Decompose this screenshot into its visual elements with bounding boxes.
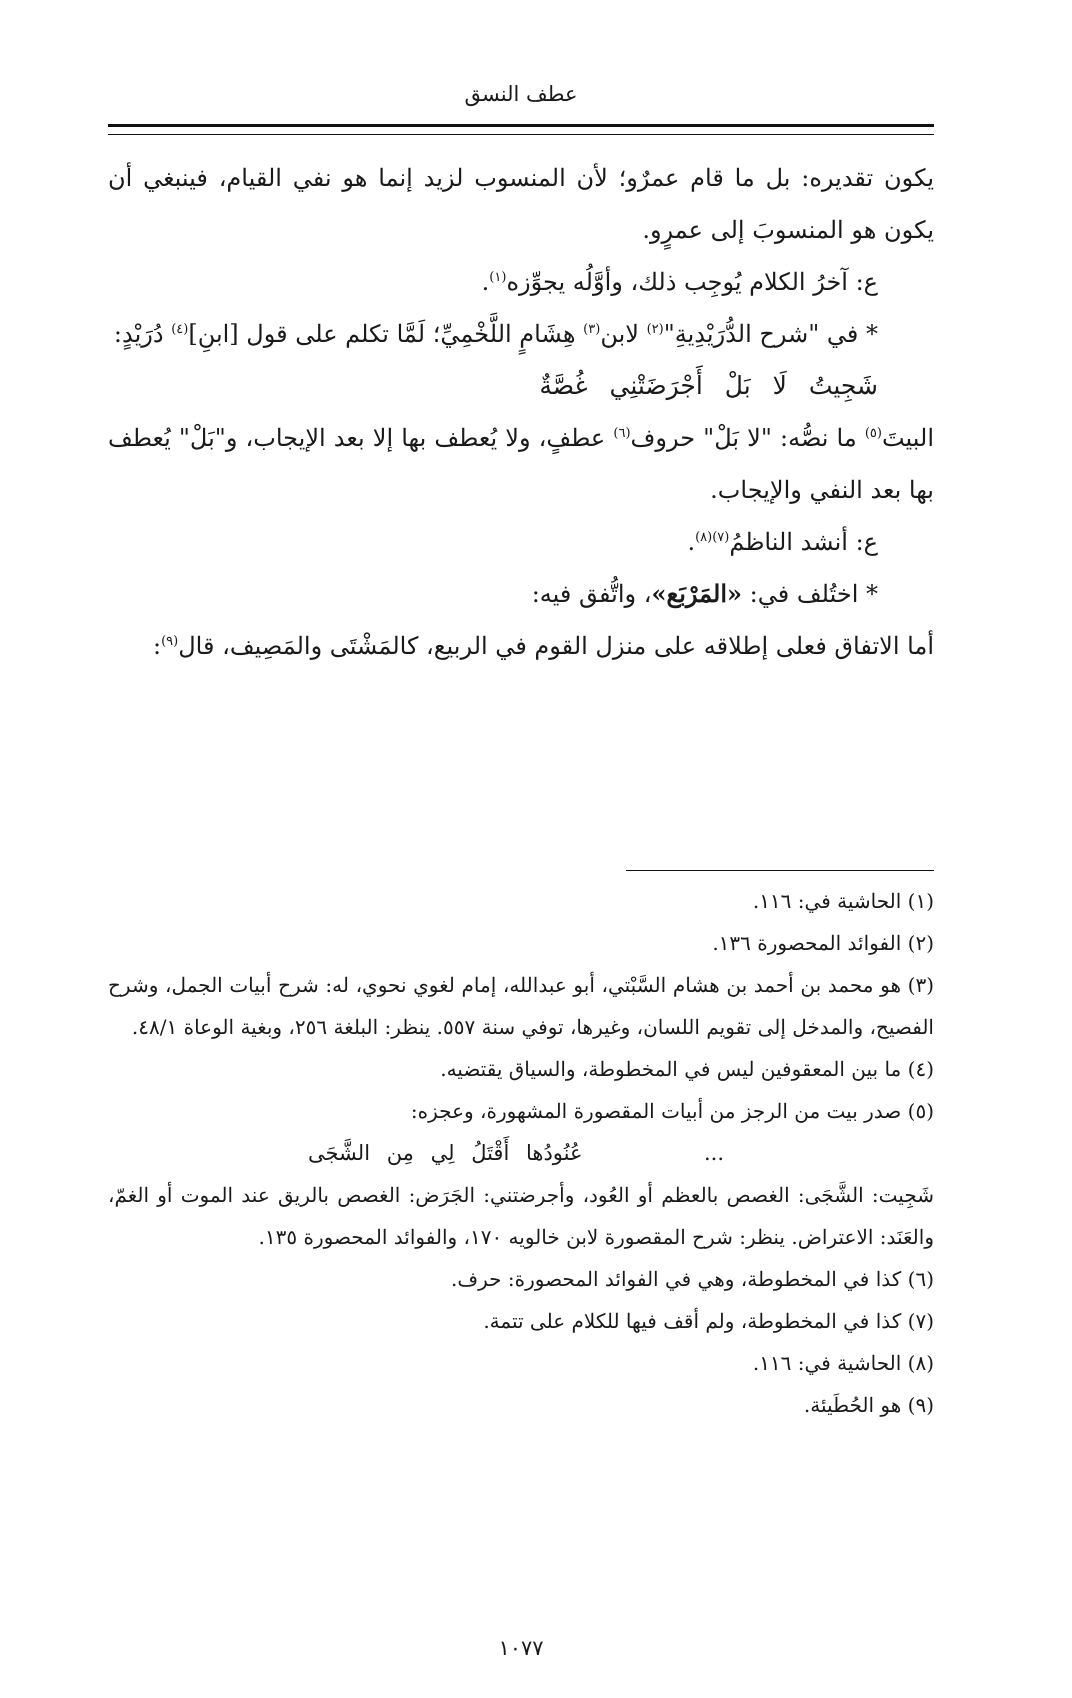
footnote-5: (٥) صدر بيت من الرجز من أبيات المقصورة المشهورة، وعجزه: [410, 1099, 934, 1123]
paragraph-1: يكون تقديره: بل ما قام عمرٌو؛ لأن المنسوب لزيد إنما هو نفي القيام، فينبغي أن يكون هو المنسوبَ إلى عمرٍو. [108, 164, 935, 244]
footnote-ref: (٤) [171, 322, 189, 337]
footnote-3: (٣) هو محمد بن أحمد بن هشام السَّبْتي، أبو عبدالله، إمام لغوي نحوي، له: شرح أبيات الجمل، وشرح الفصيح، والمدخل إلى تقويم اللسان، وغيرها، توفي سنة ٥٥٧. ينظر: البلغة ٢٥٦، وبغية الوعاة ٤٨/١. [108, 973, 934, 1039]
paragraph-3-text-a: * في "شرح الدُّرَيْدِيةِ" [663, 320, 878, 348]
footnotes [108, 880, 934, 1426]
paragraph-7 [108, 620, 934, 672]
paragraph-5-text: ع: أنشد الناظمُ [729, 528, 878, 556]
punct: : [153, 632, 162, 660]
header-rule-thin [108, 134, 934, 135]
footnote-separator [626, 870, 934, 871]
footnote-ref: (١) [489, 270, 507, 285]
paragraph-3-text-b: لابن [600, 320, 647, 348]
paragraph-6-text-a: * اختُلف في: [742, 580, 878, 608]
page-number: ١٠٧٧ [498, 1636, 544, 1660]
paragraph-4-text-a: البيتَ [881, 424, 934, 452]
document-page [108, 0, 934, 1698]
footnote-8: (٨) الحاشية في: ١١٦. [752, 1351, 934, 1375]
paragraph-2 [108, 256, 934, 308]
verse-hemistich-dots: ... [703, 1141, 724, 1165]
footnote-1: (١) الحاشية في: ١١٦. [752, 889, 934, 913]
paragraph-6 [108, 568, 934, 620]
verse-line: شَجِيتُ لَا بَلْ أَجْرَضَتْنِي غُصَّةٌ [539, 371, 878, 400]
footnote-ref: (٦) [613, 426, 631, 441]
paragraph-2-text: ع: آخرُ الكلام يُوجِب ذلك، وأوَّلُه يجوِّزه [506, 268, 878, 296]
footnote-ref: (٢) [646, 322, 664, 337]
paragraph-4-text-b: ما نصُّه: "لا بَلْ" حروف [630, 424, 865, 452]
footnote-2: (٢) الفوائد المحصورة ١٣٦. [712, 931, 934, 955]
paragraph-3-text-d: دُرَيْدٍ: [113, 320, 172, 348]
footnote-5-verse [108, 1132, 934, 1174]
footnote-4: (٤) ما بين المعقوفين ليس في المخطوطة، والسياق يقتضيه. [440, 1057, 934, 1081]
footnote-5-explanation: شَجِيت: الشَّجَى: الغصص بالعظم أو العُود، وأجرضتني: الجَرَض: الغصص بالريق عند الموت أو الغمّ، والعَنَد: الاعتراض. ينظر: شرح المقصورة لابن خالويه ١٧٠، والفوائد المحصورة ١٣٥. [108, 1183, 934, 1249]
footnote-ref: (٣) [583, 322, 601, 337]
paragraph-7-text: أما الاتفاق فعلى إطلاقه على منزل القوم في الربيع، كالمَشْتَى والمَصِيف، قال [178, 632, 934, 660]
main-text [108, 152, 934, 672]
paragraph-3-text-c: هِشَامٍ اللَّخْمِيِّ؛ لَمَّا تكلم على قول [ابنِ] [188, 320, 584, 348]
footnote-ref: (٩) [161, 634, 179, 649]
footnote-7: (٧) كذا في المخطوطة، ولم أقف فيها للكلام على تتمة. [483, 1309, 934, 1333]
paragraph-4 [108, 412, 934, 516]
footnote-ref: (٥) [864, 426, 882, 441]
paragraph-4-text-c: عطفٍ، ولا يُعطف بها إلا بعد الإيجاب، و"بَلْ" يُعطف بها بعد النفي والإيجاب. [108, 424, 934, 504]
header-rule-thick [108, 124, 934, 127]
punct: . [481, 268, 490, 296]
punct: . [687, 528, 696, 556]
verse-hemistich: عُنُودُها أَقْتَلُ لِي مِن الشَّجَى [308, 1141, 583, 1165]
paragraph-3 [108, 308, 934, 360]
bold-term: «المَرْبَع» [651, 579, 743, 608]
footnote-9: (٩) هو الحُطَيئة. [803, 1393, 934, 1417]
paragraph-5 [108, 516, 934, 568]
footnote-ref: (٧)(٨) [695, 530, 730, 545]
running-header: عطف النسق [464, 82, 578, 106]
paragraph-6-text-b: ، واتُّفق فيه: [531, 580, 652, 608]
footnote-6: (٦) كذا في المخطوطة، وهي في الفوائد المحصورة: حرف. [451, 1267, 934, 1291]
